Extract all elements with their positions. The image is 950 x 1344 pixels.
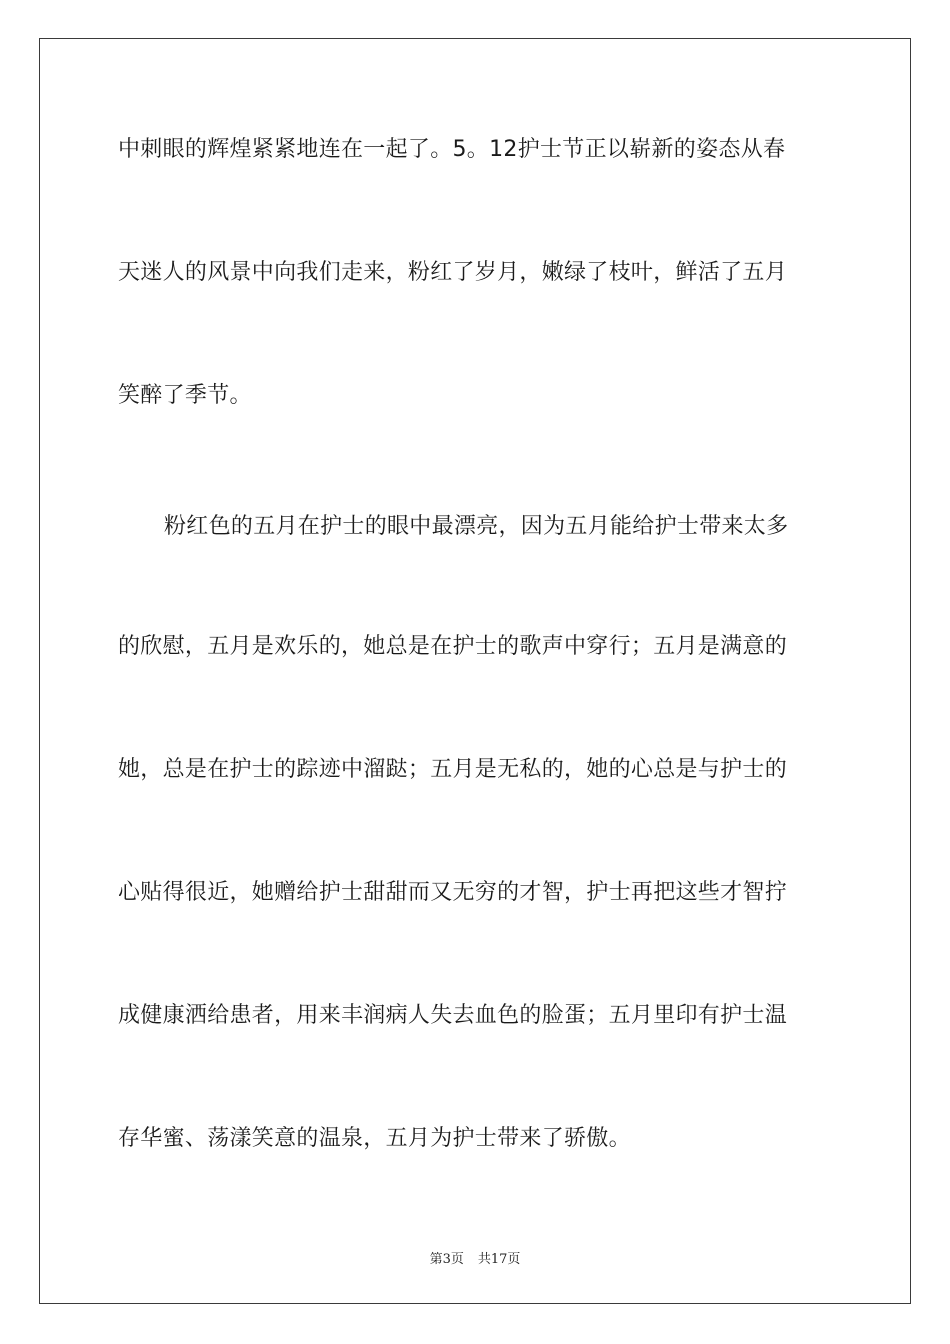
text-line: 笑醉了季节。 bbox=[118, 383, 252, 408]
text-line: 天迷人的风景中向我们走来，粉红了岁月，嫩绿了枝叶，鲜活了五月 bbox=[118, 260, 788, 285]
text-line: 她，总是在护士的踪迹中溜跶；五月是无私的，她的心总是与护士的 bbox=[118, 757, 788, 782]
paragraph-start-line: 粉红色的五月在护士的眼中最漂亮，因为五月能给护士带来太多 bbox=[164, 514, 789, 539]
page-border bbox=[39, 38, 911, 1304]
text-line: 中刺眼的辉煌紧紧地连在一起了。5。12护士节正以崭新的姿态从春 bbox=[118, 137, 786, 162]
page-total: 共17页 bbox=[477, 1252, 521, 1267]
page-number: 第3页 bbox=[429, 1252, 464, 1267]
page-footer bbox=[0, 1248, 950, 1267]
text-line: 的欣慰，五月是欢乐的，她总是在护士的歌声中穿行；五月是满意的 bbox=[118, 634, 788, 659]
text-line: 心贴得很近，她赠给护士甜甜而又无穷的才智，护士再把这些才智拧 bbox=[118, 880, 788, 905]
text-line: 成健康洒给患者，用来丰润病人失去血色的脸蛋；五月里印有护士温 bbox=[118, 1003, 788, 1028]
text-line: 存华蜜、荡漾笑意的温泉，五月为护士带来了骄傲。 bbox=[118, 1126, 631, 1151]
